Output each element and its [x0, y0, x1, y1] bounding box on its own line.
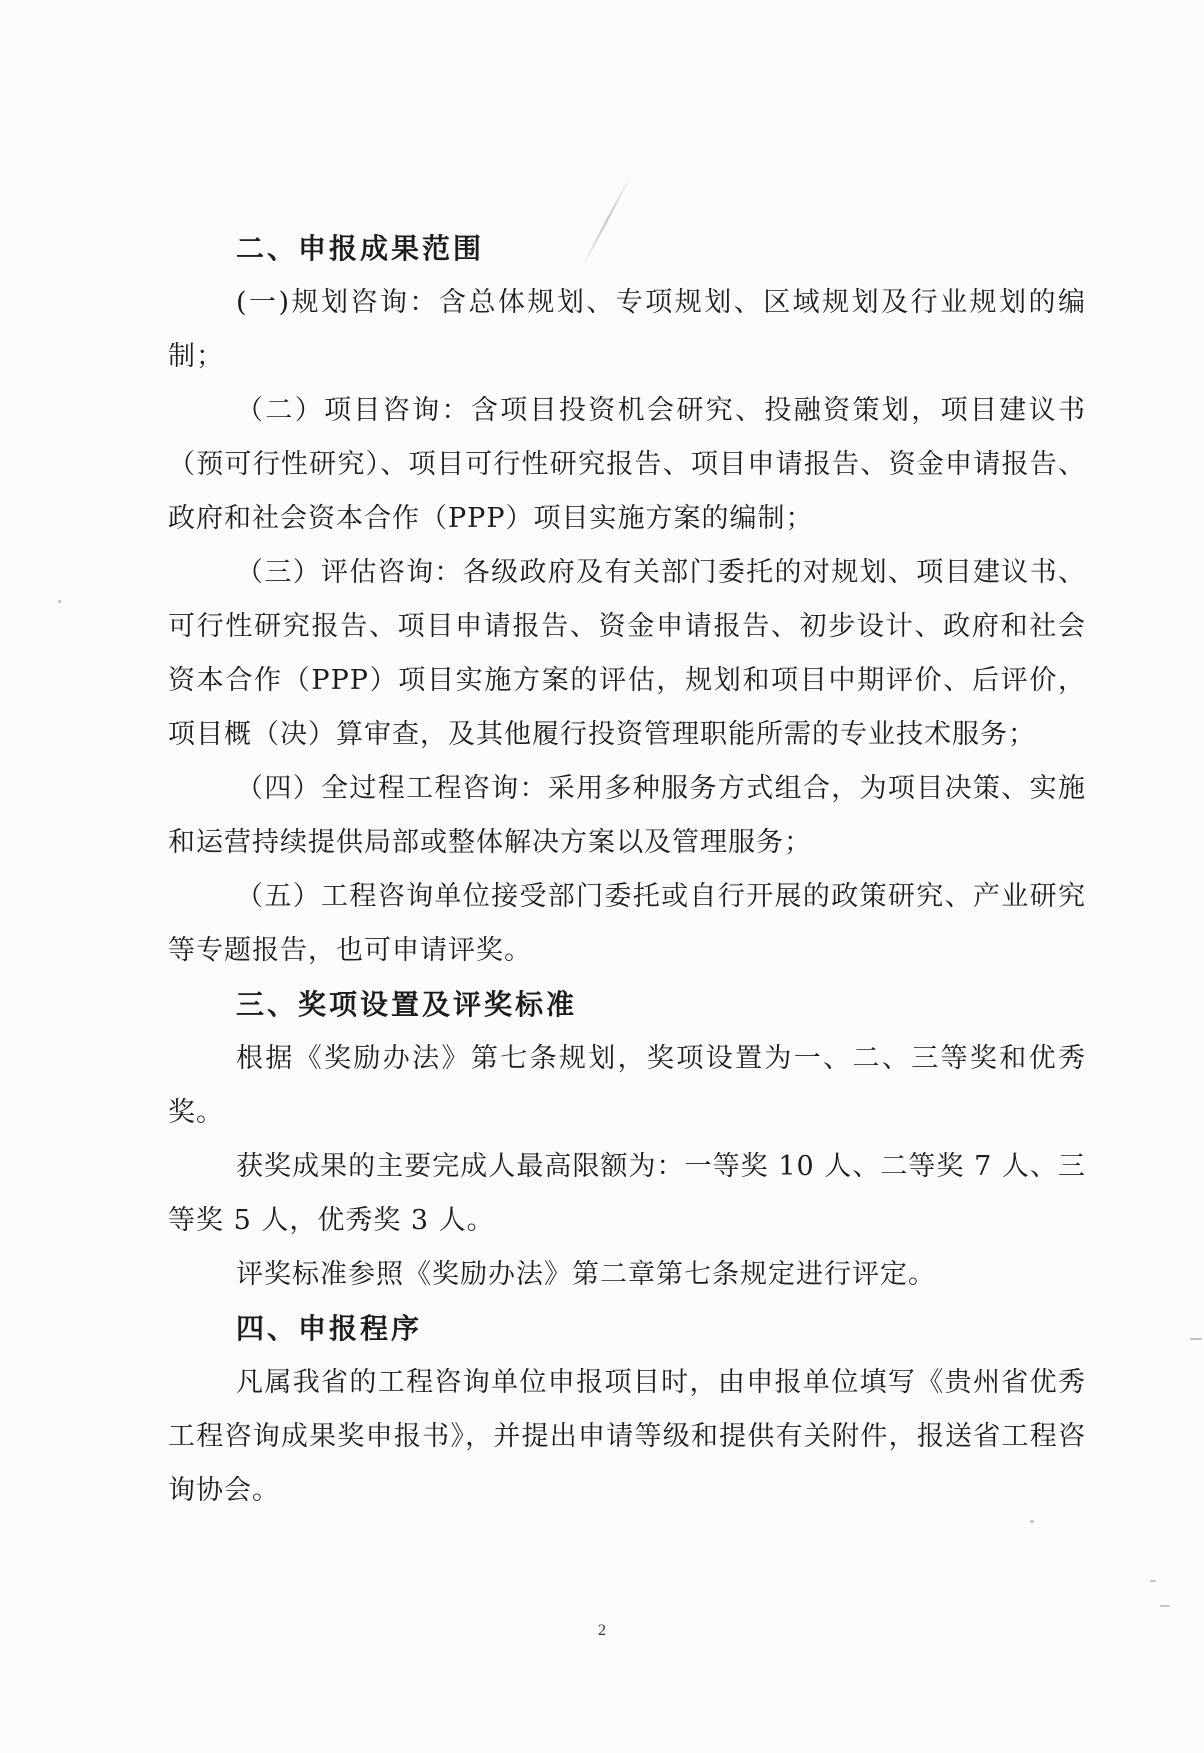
paragraph-evaluation-consulting: （三）评估咨询：各级政府及有关部门委托的对规划、项目建议书、可行性研究报告、项目申请报告、资金申请报告、初步设计、政府和社会资本合作（PPP）项目实施方案的评估，规划和项目中期评价、后评价，项目概（决）算审查，及其他履行投资管理职能所需的专业技术服务；: [168, 557, 1086, 750]
section-heading-4: 四、申报程序: [236, 1312, 423, 1345]
document-body: [168, 222, 1086, 1518]
paragraph-award-quota: 获奖成果的主要完成人最高限额为：一等奖 10 人、二等奖 7 人、三等奖 5 人，优秀奖 3 人。: [168, 1151, 1086, 1236]
paragraph-award-levels: 根据《奖励办法》第七条规划，奖项设置为一、二、三等奖和优秀奖。: [168, 1043, 1086, 1128]
scan-speck: [1030, 1520, 1034, 1523]
paragraph-project-consulting: （二）项目咨询：含项目投资机会研究、投融资策划，项目建议书（预可行性研究）、项目可行性研究报告、项目申请报告、资金申请报告、政府和社会资本合作（PPP）项目实施方案的编制；: [168, 395, 1086, 534]
paragraph-application-procedure: 凡属我省的工程咨询单位申报项目时，由申报单位填写《贵州省优秀工程咨询成果奖申报书》，并提出申请等级和提供有关附件，报送省工程咨询协会。: [168, 1367, 1086, 1506]
paragraph-policy-research: （五）工程咨询单位接受部门委托或自行开展的政策研究、产业研究等专题报告，也可申请评奖。: [168, 881, 1086, 966]
scan-speck: [1160, 1605, 1170, 1607]
section-heading-3: 三、奖项设置及评奖标准: [236, 988, 578, 1021]
section-heading-2: 二、申报成果范围: [236, 232, 485, 265]
scan-speck: [1150, 1580, 1156, 1582]
scan-speck: [58, 600, 61, 603]
paragraph-whole-process-consulting: （四）全过程工程咨询：采用多种服务方式组合，为项目决策、实施和运营持续提供局部或整体解决方案以及管理服务；: [168, 773, 1086, 858]
paragraph-award-criteria: 评奖标准参照《奖励办法》第二章第七条规定进行评定。: [236, 1259, 936, 1290]
page-number: 2: [598, 1622, 606, 1639]
paragraph-planning-consulting: (一)规划咨询：含总体规划、专项规划、区域规划及行业规划的编制；: [168, 287, 1086, 372]
scan-speck: [1190, 1338, 1202, 1340]
